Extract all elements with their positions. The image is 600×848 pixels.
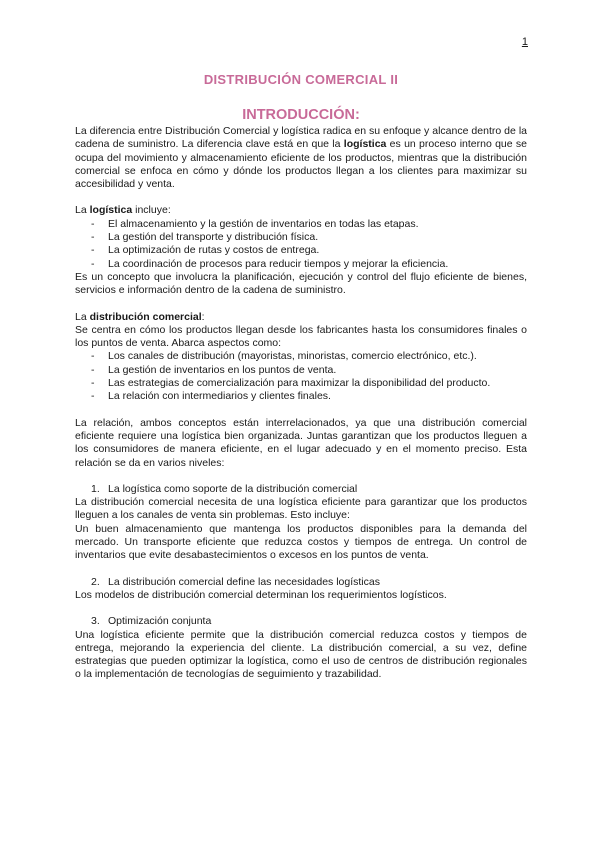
list-item: - Las estrategias de comercialización para maximizar la disponibilidad del producto. (75, 377, 527, 390)
nivel-1-paragraph: Un buen almacenamiento que mantenga los productos disponibles para la demanda del mercado. Un transporte eficiente que reduzca costos y tiempos de entrega. Un control de inventarios que evite desabastecimientos o excesos en los puntos de venta. (75, 522, 527, 562)
page-number: 1 (521, 36, 528, 48)
list-item: - Los canales de distribución (mayoristas, minoristas, comercio electrónico, etc.). (75, 350, 527, 363)
nivel-3-heading: 3. Optimización conjunta (91, 615, 212, 628)
list-item: - La gestión del transporte y distribución física. (75, 231, 527, 244)
logistica-lead: La logística incluye: (75, 204, 171, 217)
list-item: - El almacenamiento y la gestión de inventarios en todas las etapas. (75, 218, 527, 231)
distribucion-intro: Se centra en cómo los productos llegan desde los fabricantes hasta los consumidores finales o los puntos de venta. Abarca aspectos como: (75, 323, 527, 350)
nivel-1-heading: 1. La logística como soporte de la distribución comercial (91, 482, 358, 495)
relacion-paragraph: La relación, ambos conceptos están interrelacionados, ya que una distribución comercial eficiente requiere una logística bien organizada. Juntas garantizan que los productos lleguen a los consumidores de manera eficiente, en el lugar adecuado y en el momento preciso. Esta relación se da en varios niveles: (75, 416, 527, 469)
intro-paragraph: La diferencia entre Distribución Comercial y logística radica en su enfoque y alcance dentro de la cadena de suministro. La diferencia clave está en que la logística es un proceso interno que se ocupa del movimiento y almacenamiento eficiente de los productos, mientras que la distribución comercial se enfoca en cómo y dónde los productos llegan a los clientes para maximizar su accesibilidad y venta. (75, 125, 527, 191)
nivel-2-heading: 2. La distribución comercial define las necesidades logísticas (91, 575, 380, 588)
list-item: - La gestión de inventarios en los puntos de venta. (75, 364, 527, 377)
nivel-3-paragraph: Una logística eficiente permite que la distribución comercial reduzca costos y tiempos de entrega, mejorando la experiencia del cliente. La distribución comercial, a su vez, define estrategias que pueden optimizar la logística, como el uso de centros de distribución regionales o la implementación de tecnologías de seguimiento y trazabilidad. (75, 628, 527, 681)
logistica-summary: Es un concepto que involucra la planificación, ejecución y control del flujo eficiente de bienes, servicios e información dentro de la cadena de suministro. (75, 270, 527, 297)
document-title: DISTRIBUCIÓN COMERCIAL II (203, 72, 399, 87)
distribucion-list (75, 350, 527, 403)
nivel-2-paragraph: Los modelos de distribución comercial determinan los requerimientos logísticos. (75, 588, 447, 601)
document-body (75, 72, 527, 682)
nivel-1-paragraph: La distribución comercial necesita de una logística eficiente para garantizar que los productos lleguen a los canales de venta sin problemas. Esto incluye: (75, 496, 527, 522)
intro-heading: INTRODUCCIÓN: (242, 107, 360, 123)
list-item: - La relación con intermediarios y clientes finales. (75, 390, 527, 403)
list-item: - La coordinación de procesos para reducir tiempos y mejorar la eficiencia. (75, 258, 527, 271)
distribucion-lead: La distribución comercial: (75, 310, 205, 323)
logistica-list (75, 218, 527, 271)
list-item: - La optimización de rutas y costos de entrega. (75, 244, 527, 257)
